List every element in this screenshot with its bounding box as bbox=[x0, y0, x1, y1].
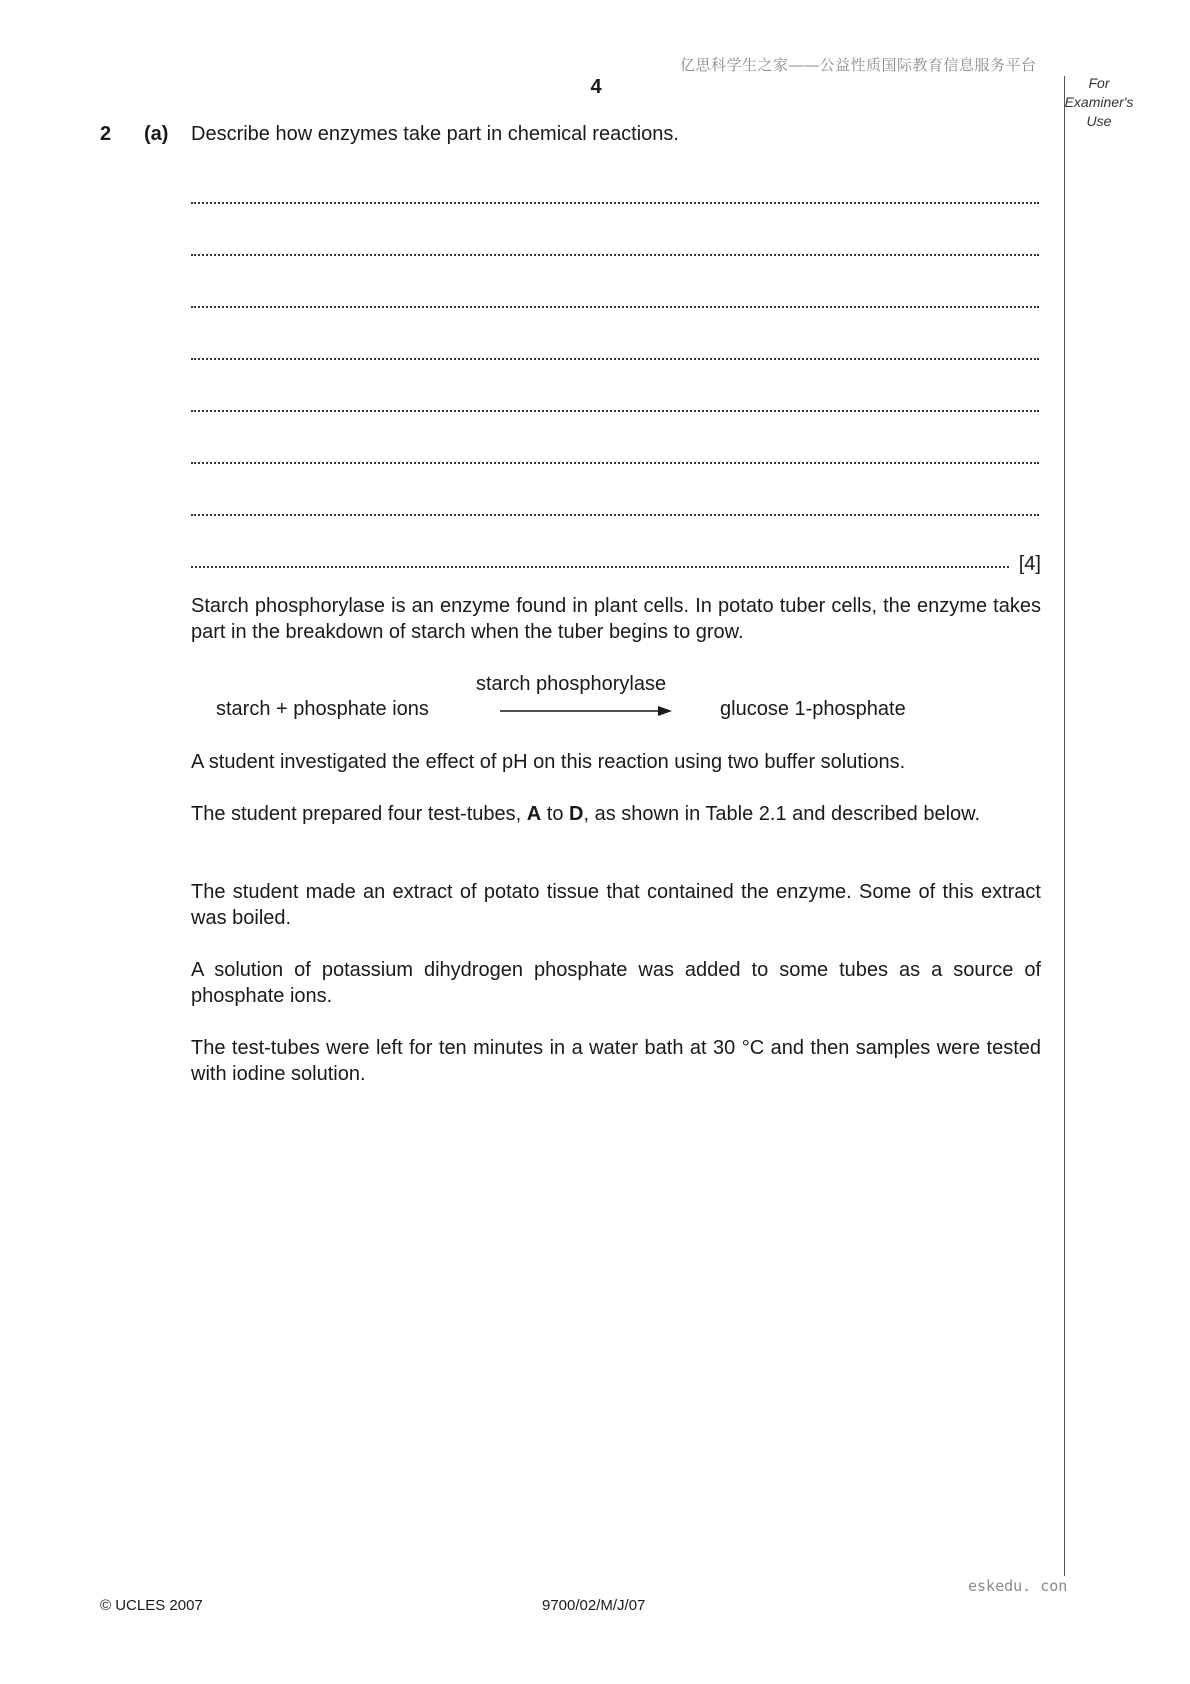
equation-product: glucose 1-phosphate bbox=[720, 698, 906, 720]
p3-text-mid: to bbox=[541, 803, 570, 825]
header-watermark: 亿思科学生之家——公益性质国际教育信息服务平台 bbox=[680, 57, 1037, 74]
examiner-margin-line bbox=[1064, 76, 1065, 1576]
footer-copyright: © UCLES 2007 bbox=[100, 1597, 203, 1614]
paragraph-test-tubes bbox=[191, 801, 1041, 827]
question-part-label: (a) bbox=[144, 123, 169, 145]
answer-line[interactable] bbox=[191, 326, 1041, 378]
footer-watermark: eskedu. con bbox=[968, 1577, 1068, 1595]
answer-line[interactable] bbox=[191, 378, 1041, 430]
equation-enzyme-label: starch phosphorylase bbox=[476, 673, 667, 695]
p3-text-start: The student prepared four test-tubes, bbox=[191, 803, 527, 825]
answer-line[interactable] bbox=[191, 482, 1041, 534]
paragraph-phosphate-solution: A solution of potassium dihydrogen phosphate was added to some tubes as a source of phosphate ions. bbox=[191, 959, 1041, 1007]
tube-label-d: D bbox=[569, 803, 584, 825]
paragraph-ph-investigation: A student investigated the effect of pH on this reaction using two buffer solutions. bbox=[191, 751, 906, 773]
reaction-arrow-icon bbox=[500, 703, 672, 719]
answer-line[interactable] bbox=[191, 534, 1041, 586]
page-number: 4 bbox=[590, 76, 602, 98]
answer-line[interactable] bbox=[191, 222, 1041, 274]
marks-allocation: [4] bbox=[1018, 553, 1041, 575]
answer-line[interactable] bbox=[191, 170, 1041, 222]
equation-reactants: starch + phosphate ions bbox=[216, 698, 429, 720]
answer-lines bbox=[191, 170, 1041, 586]
examiner-use-note: For Examiner's Use bbox=[1064, 75, 1134, 129]
paragraph-water-bath: The test-tubes were left for ten minutes in a water bath at 30 °C and then samples were tested with iodine solution. bbox=[191, 1037, 1041, 1085]
answer-line[interactable] bbox=[191, 430, 1041, 482]
answer-line[interactable] bbox=[191, 274, 1041, 326]
paragraph-starch-phosphorylase: Starch phosphorylase is an enzyme found in plant cells. In potato tuber cells, the enzyme takes part in the breakdown of starch when the tuber begins to grow. bbox=[191, 595, 1041, 643]
paragraph-extract: The student made an extract of potato tissue that contained the enzyme. Some of this extract was boiled. bbox=[191, 881, 1041, 929]
p3-text-end: , as shown in Table 2.1 and described below. bbox=[583, 803, 981, 825]
tube-label-a: A bbox=[526, 803, 542, 825]
footer-paper-code: 9700/02/M/J/07 bbox=[542, 1597, 646, 1614]
question-number: 2 bbox=[100, 123, 112, 145]
question-prompt: Describe how enzymes take part in chemical reactions. bbox=[191, 123, 679, 145]
